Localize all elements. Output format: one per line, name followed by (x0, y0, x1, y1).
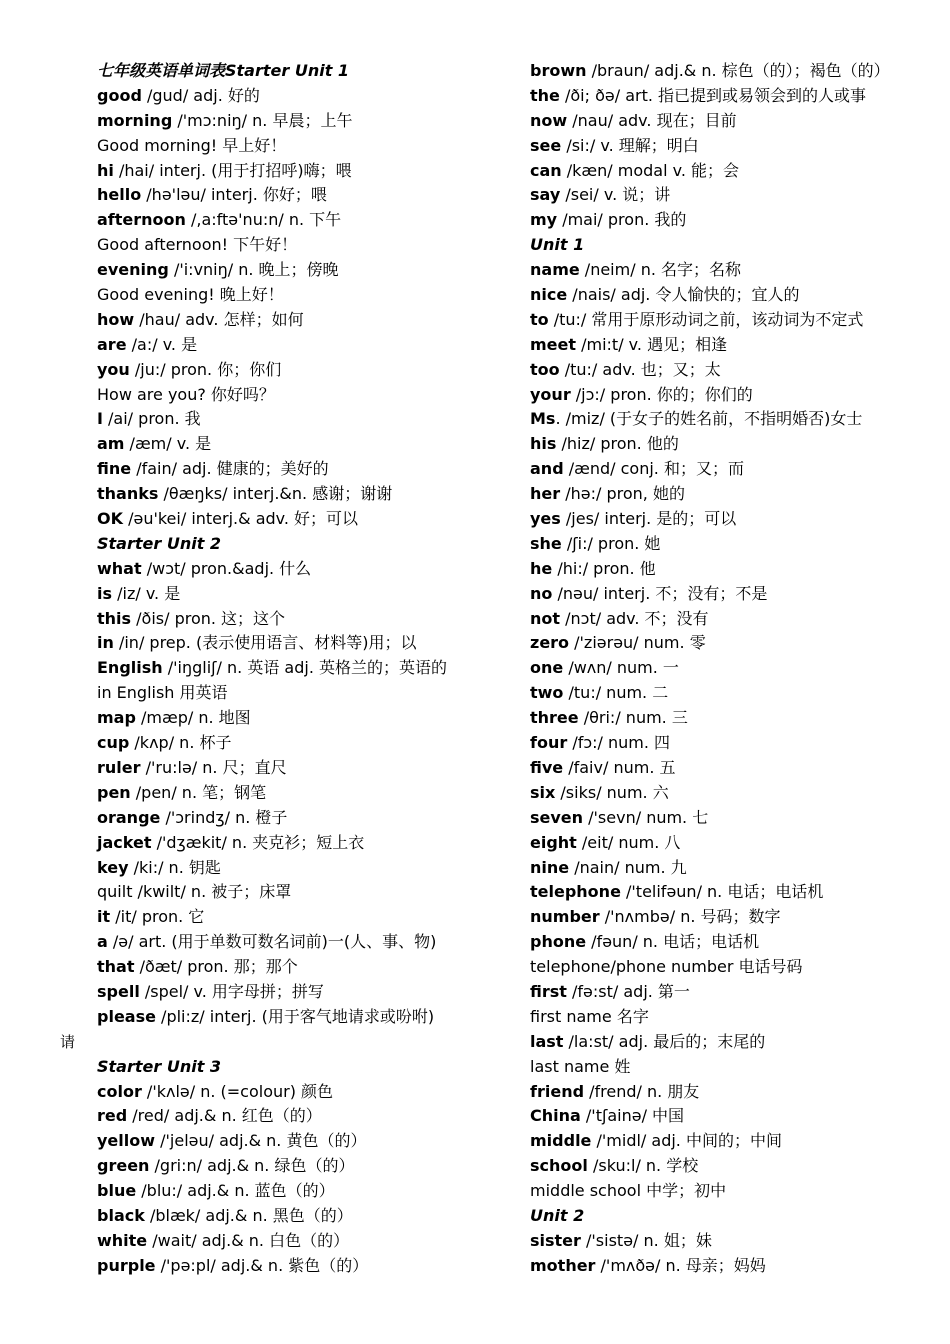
vocab-word: yes (530, 509, 561, 529)
vocab-definition: /nɔt/ adv. 不；没有 (560, 608, 709, 628)
vocab-entry (97, 183, 517, 208)
vocab-entry (530, 1104, 945, 1129)
vocab-entry (530, 134, 945, 159)
vocab-entry (97, 1254, 517, 1279)
vocab-word: last (530, 1031, 564, 1051)
vocab-word: purple (97, 1255, 156, 1275)
vocab-definition: /'mʌðə/ n. 母亲；妈妈 (595, 1255, 766, 1275)
vocab-entry (530, 980, 945, 1005)
vocab-entry (530, 482, 945, 507)
vocab-definition: /tu:/ num. 二 (563, 683, 669, 703)
vocab-definition: /'sevn/ num. 七 (583, 807, 709, 827)
phrase-line: Good morning! 早上好！ (97, 135, 287, 155)
vocab-definition: /nəu/ interj. 不；没有；不是 (552, 583, 768, 603)
vocab-definition: /neim/ n. 名字；名称 (579, 260, 742, 280)
vocab-definition: /ai/ pron. 我 (102, 409, 201, 429)
vocab-entry (530, 706, 945, 731)
vocab-word: red (97, 1106, 128, 1126)
section-heading: Unit 2 (530, 1205, 585, 1225)
right-column (530, 59, 945, 1279)
vocab-definition: /a:/ v. 是 (126, 334, 198, 354)
vocab-word: no (530, 583, 553, 603)
vocab-word: hello (97, 185, 142, 205)
vocab-entry (530, 930, 945, 955)
vocab-word: say (530, 185, 561, 205)
phrase-line: telephone/phone number 电话号码 (530, 957, 803, 977)
vocab-entry (97, 358, 517, 383)
vocab-word: sister (530, 1230, 581, 1250)
vocab-definition: /hə'ləu/ interj. 你好；喂 (141, 185, 327, 205)
vocab-entry (530, 507, 945, 532)
phrase-line: first name 名字 (530, 1006, 649, 1026)
vocab-word: one (530, 658, 564, 678)
section-heading: Starter Unit 3 (97, 1056, 222, 1076)
vocab-entry (530, 333, 945, 358)
vocab-definition: /blæk/ adj.& n. 黑色（的） (144, 1205, 353, 1225)
vocab-word: nine (530, 857, 570, 877)
vocab-definition: /fəun/ n. 电话；电话机 (586, 932, 760, 952)
vocab-entry (530, 159, 945, 184)
vocab-word: in (97, 633, 114, 653)
vocab-entry (97, 980, 517, 1005)
vocab-entry (97, 407, 517, 432)
vocab-definition: /pli:z/ interj. (用于客气地请求或吩咐) (155, 1006, 435, 1026)
vocab-definition: /mi:t/ v. 遇见；相逢 (576, 334, 728, 354)
vocab-definition: /iz/ v. 是 (112, 583, 181, 603)
vocab-word: not (530, 608, 561, 628)
vocab-word: is (97, 583, 113, 603)
vocab-word: phone (530, 932, 587, 952)
vocab-definition: /blu:/ adj.& n. 蓝色（的） (136, 1181, 335, 1201)
vocab-word: am (97, 434, 125, 454)
vocab-definition: /nain/ num. 九 (569, 857, 687, 877)
vocab-word: five (530, 757, 564, 777)
vocab-word: he (530, 558, 553, 578)
vocab-entry (530, 656, 945, 681)
vocab-entry (97, 930, 517, 955)
vocab-definition: /'i:vniŋ/ n. 晚上；傍晚 (168, 260, 339, 280)
vocab-definition: /fə:st/ adj. 第一 (566, 981, 690, 1001)
wrapped-line-fragment: 请 (60, 1033, 76, 1051)
vocab-word: key (97, 857, 129, 877)
vocab-word: fine (97, 459, 132, 479)
vocab-definition: /kʌp/ n. 杯子 (129, 733, 232, 753)
vocab-entry (97, 432, 517, 457)
vocab-definition: . /miz/ (于女子的姓名前，不指明婚否)女士 (555, 409, 863, 429)
vocab-definition: /red/ adj.& n. 红色（的） (127, 1106, 322, 1126)
phrase-line: quilt /kwilt/ n. 被子；床罩 (97, 882, 292, 902)
vocab-entry (97, 109, 517, 134)
vocab-word: Ms (530, 409, 556, 429)
vocab-entry (530, 1129, 945, 1154)
vocab-definition: /kæn/ modal v. 能；会 (561, 160, 740, 180)
vocab-word: thanks (97, 484, 159, 504)
vocab-definition: /hai/ interj. (用于打招呼)嗨；喂 (113, 160, 352, 180)
vocab-definition: /ə/ art. (用于单数可数名词前)一(人、事、物) (107, 932, 437, 952)
vocab-entry (530, 607, 945, 632)
vocab-word: color (97, 1081, 142, 1101)
vocab-entry (530, 457, 945, 482)
vocab-definition: /braun/ adj.& n. 棕色（的）；褐色（的） (586, 61, 890, 80)
vocab-entry (97, 1154, 517, 1179)
vocab-word: blue (97, 1181, 137, 1201)
phrase-line: last name 姓 (530, 1056, 631, 1076)
vocab-entry (530, 781, 945, 806)
vocab-definition: /ʃi:/ pron. 她 (561, 533, 661, 553)
vocab-word: the (530, 85, 560, 105)
vocab-definition: /'mɔ:niŋ/ n. 早晨；上午 (172, 110, 353, 130)
vocab-entry (530, 681, 945, 706)
phrase-line: in English 用英语 (97, 683, 228, 703)
vocab-definition: /mæp/ n. 地图 (135, 708, 251, 728)
phrase-line: Good afternoon! 下午好！ (97, 235, 298, 255)
vocab-entry (97, 258, 517, 283)
vocab-entry (530, 532, 945, 557)
vocab-definition: /jɔ:/ pron. 你的；你们的 (570, 384, 753, 404)
vocab-word: ruler (97, 757, 141, 777)
vocab-definition: /'ru:lə/ n. 尺；直尺 (140, 757, 287, 777)
vocab-entry (97, 955, 517, 980)
vocab-entry (97, 159, 517, 184)
vocab-definition: /fain/ adj. 健康的；美好的 (131, 459, 329, 479)
vocab-word: two (530, 683, 564, 703)
vocab-word: I (97, 409, 103, 429)
vocab-word: how (97, 309, 135, 329)
vocab-definition: /əu'kei/ interj.& adv. 好；可以 (123, 509, 359, 529)
vocab-entry (97, 856, 517, 881)
vocab-entry (530, 1080, 945, 1105)
vocab-definition: /hiz/ pron. 他的 (556, 434, 679, 454)
vocab-definition: /nau/ adv. 现在；目前 (567, 110, 737, 130)
vocab-entry (97, 1129, 517, 1154)
vocab-definition: /ju:/ pron. 你；你们 (129, 359, 282, 379)
vocab-definition: /nais/ adj. 令人愉快的；宜人的 (567, 285, 800, 305)
vocab-definition: /ði; ðə/ art. 指已提到或易领会到的人或事 (559, 85, 867, 105)
vocab-word: OK (97, 509, 123, 529)
vocab-definition: /in/ prep. (表示使用语言、材料等)用；以 (113, 633, 417, 653)
vocab-word: this (97, 608, 132, 628)
vocab-entry (97, 557, 517, 582)
vocab-word: it (97, 907, 111, 927)
vocab-entry (530, 183, 945, 208)
vocab-definition: /'telifəun/ n. 电话；电话机 (620, 882, 824, 902)
vocab-entry (530, 1154, 945, 1179)
vocab-definition: /mai/ pron. 我的 (557, 210, 687, 230)
vocab-word: meet (530, 334, 577, 354)
vocab-entry (530, 856, 945, 881)
vocab-entry (530, 308, 945, 333)
section-heading: Unit 1 (530, 235, 585, 255)
vocab-word: afternoon (97, 210, 186, 230)
vocab-word: white (97, 1230, 148, 1250)
vocab-entry (530, 59, 945, 84)
vocab-word: zero (530, 633, 570, 653)
vocab-word: nice (530, 285, 568, 305)
vocab-word: jacket (97, 832, 152, 852)
vocab-entry (530, 407, 945, 432)
vocab-definition: /sku:l/ n. 学校 (587, 1156, 699, 1176)
vocab-word: three (530, 708, 579, 728)
vocab-entry (530, 631, 945, 656)
vocab-entry (530, 831, 945, 856)
vocab-entry (530, 358, 945, 383)
vocab-definition: /'ɔrindʒ/ n. 橙子 (160, 807, 288, 827)
vocab-definition: /ðis/ pron. 这；这个 (131, 608, 286, 628)
vocab-word: are (97, 334, 127, 354)
vocab-definition: /'midl/ adj. 中间的；中间 (591, 1131, 782, 1151)
vocab-definition: /siks/ num. 六 (555, 782, 669, 802)
vocab-definition: /'sistə/ n. 姐；妹 (580, 1230, 712, 1250)
vocab-word: eight (530, 832, 577, 852)
vocab-word: cup (97, 733, 130, 753)
vocab-word: now (530, 110, 568, 130)
vocab-word: four (530, 733, 568, 753)
vocab-definition: /tu:/ 常用于原形动词之前，该动词为不定式 (548, 309, 864, 329)
vocab-definition: /wɔt/ pron.&adj. 什么 (141, 558, 312, 578)
phrase-line: Good evening! 晚上好！ (97, 285, 284, 305)
vocab-definition: /sei/ v. 说；讲 (560, 185, 671, 205)
vocab-word: green (97, 1156, 150, 1176)
vocab-word: hi (97, 160, 114, 180)
vocab-word: evening (97, 260, 169, 280)
vocab-entry (97, 781, 517, 806)
vocab-word: telephone (530, 882, 621, 902)
vocab-word: number (530, 907, 600, 927)
vocab-word: map (97, 708, 136, 728)
vocab-entry (530, 109, 945, 134)
vocab-word: first (530, 981, 567, 1001)
vocab-entry (97, 1204, 517, 1229)
vocab-definition: /'pə:pl/ adj.& n. 紫色（的） (155, 1255, 369, 1275)
vocab-word: that (97, 957, 135, 977)
vocab-entry (97, 806, 517, 831)
vocab-word: school (530, 1156, 588, 1176)
vocab-definition: /faiv/ num. 五 (563, 757, 676, 777)
vocab-entry (97, 706, 517, 731)
vocab-definition: /frend/ n. 朋友 (584, 1081, 700, 1101)
vocab-definition: /eit/ num. 八 (576, 832, 681, 852)
vocab-word: what (97, 558, 142, 578)
vocab-entry (530, 208, 945, 233)
vocab-word: your (530, 384, 571, 404)
vocab-definition: /pen/ n. 笔；钢笔 (130, 782, 267, 802)
vocab-word: seven (530, 807, 584, 827)
vocab-entry (97, 831, 517, 856)
vocab-entry (97, 582, 517, 607)
vocab-definition: /'nʌmbə/ n. 号码；数字 (599, 907, 781, 927)
vocab-definition: /tu:/ adv. 也；又；太 (559, 359, 721, 379)
vocab-entry (530, 383, 945, 408)
vocab-entry (97, 457, 517, 482)
phrase-line (97, 1030, 517, 1055)
vocab-word: she (530, 533, 562, 553)
vocab-definition: /ki:/ n. 钥匙 (128, 857, 221, 877)
vocab-word: can (530, 160, 562, 180)
vocab-definition: /spel/ v. 用字母拼；拼写 (139, 981, 324, 1001)
vocab-definition: /'tʃainə/ 中国 (580, 1106, 685, 1126)
vocab-entry (97, 1005, 517, 1030)
vocab-definition: /æm/ v. 是 (124, 434, 212, 454)
section-heading: 七年级英语单词表Starter Unit 1 (97, 61, 350, 80)
vocab-entry (530, 880, 945, 905)
vocab-word: black (97, 1205, 145, 1225)
vocab-definition: /ðæt/ pron. 那；那个 (134, 957, 298, 977)
vocab-word: spell (97, 981, 140, 1001)
phrase-line: middle school 中学；初中 (530, 1181, 727, 1201)
vocab-word: pen (97, 782, 131, 802)
vocab-entry (97, 756, 517, 781)
vocab-word: middle (530, 1131, 592, 1151)
vocab-word: China (530, 1106, 581, 1126)
vocab-entry (97, 84, 517, 109)
vocab-entry (97, 507, 517, 532)
vocab-definition: /'kʌlə/ n. (=colour) 颜色 (141, 1081, 334, 1101)
vocab-entry (97, 631, 517, 656)
vocab-entry (530, 756, 945, 781)
vocab-word: brown (530, 61, 587, 80)
vocab-entry (530, 432, 945, 457)
vocab-definition: /,a:ftə'nu:n/ n. 下午 (185, 210, 342, 230)
vocab-entry (530, 905, 945, 930)
vocab-entry (97, 607, 517, 632)
vocab-word: her (530, 484, 561, 504)
vocab-entry (97, 1104, 517, 1129)
vocab-word: see (530, 135, 562, 155)
vocab-definition: /θæŋks/ interj.&n. 感谢；谢谢 (158, 484, 393, 504)
phrase-line: How are you? 你好吗？ (97, 384, 275, 404)
vocab-entry (97, 308, 517, 333)
vocab-word: morning (97, 110, 173, 130)
vocab-word: too (530, 359, 560, 379)
section-heading: Starter Unit 2 (97, 533, 222, 553)
vocab-entry (530, 1254, 945, 1279)
vocab-entry (530, 557, 945, 582)
vocab-entry (530, 1030, 945, 1055)
vocab-definition: /gud/ adj. 好的 (141, 85, 260, 105)
vocab-definition: /it/ pron. 它 (110, 907, 205, 927)
vocab-word: you (97, 359, 130, 379)
vocab-definition: /gri:n/ adj.& n. 绿色（的） (149, 1156, 355, 1176)
vocab-word: and (530, 459, 564, 479)
vocab-word: his (530, 434, 557, 454)
vocab-definition: /'dʒækit/ n. 夹克衫；短上衣 (151, 832, 365, 852)
vocab-definition: /'ziərəu/ num. 零 (569, 633, 706, 653)
left-column (97, 59, 517, 1279)
vocab-definition: /'iŋgliʃ/ n. 英语 adj. 英格兰的；英语的 (162, 658, 447, 678)
vocab-entry (530, 806, 945, 831)
vocab-definition: /wait/ adj.& n. 白色（的） (147, 1230, 350, 1250)
vocab-word: please (97, 1006, 156, 1026)
vocab-entry (530, 731, 945, 756)
vocab-word: English (97, 658, 163, 678)
vocab-definition: /hi:/ pron. 他 (552, 558, 656, 578)
vocab-entry (97, 1229, 517, 1254)
vocab-entry (97, 333, 517, 358)
vocab-entry (530, 582, 945, 607)
vocab-definition: /fɔ:/ num. 四 (567, 733, 671, 753)
vocab-entry (530, 84, 945, 109)
vocab-word: orange (97, 807, 161, 827)
vocab-definition: /si:/ v. 理解；明白 (561, 135, 699, 155)
vocab-entry (97, 1080, 517, 1105)
vocab-word: six (530, 782, 556, 802)
vocab-definition: /jes/ interj. 是的；可以 (560, 509, 737, 529)
vocab-entry (97, 656, 517, 681)
vocab-entry (530, 1229, 945, 1254)
vocab-word: my (530, 210, 558, 230)
vocab-entry (97, 208, 517, 233)
vocab-definition: /'jeləu/ adj.& n. 黄色（的） (155, 1131, 367, 1151)
vocab-entry (97, 731, 517, 756)
vocab-word: a (97, 932, 108, 952)
vocab-definition: /hau/ adv. 怎样；如何 (134, 309, 304, 329)
vocab-definition: /ænd/ conj. 和；又；而 (563, 459, 744, 479)
vocab-entry (97, 1179, 517, 1204)
vocab-word: yellow (97, 1131, 156, 1151)
vocab-word: name (530, 260, 580, 280)
vocab-definition: /la:st/ adj. 最后的；末尾的 (563, 1031, 766, 1051)
vocab-definition: /wʌn/ num. 一 (563, 658, 679, 678)
vocab-entry (530, 283, 945, 308)
vocab-entry (97, 482, 517, 507)
vocab-word: good (97, 85, 142, 105)
vocab-entry (97, 905, 517, 930)
vocab-definition: /hə:/ pron, 她的 (560, 484, 685, 504)
vocab-word: mother (530, 1255, 596, 1275)
vocab-definition: /θri:/ num. 三 (578, 708, 688, 728)
vocab-entry (530, 258, 945, 283)
vocab-word: to (530, 309, 549, 329)
vocab-word: friend (530, 1081, 585, 1101)
